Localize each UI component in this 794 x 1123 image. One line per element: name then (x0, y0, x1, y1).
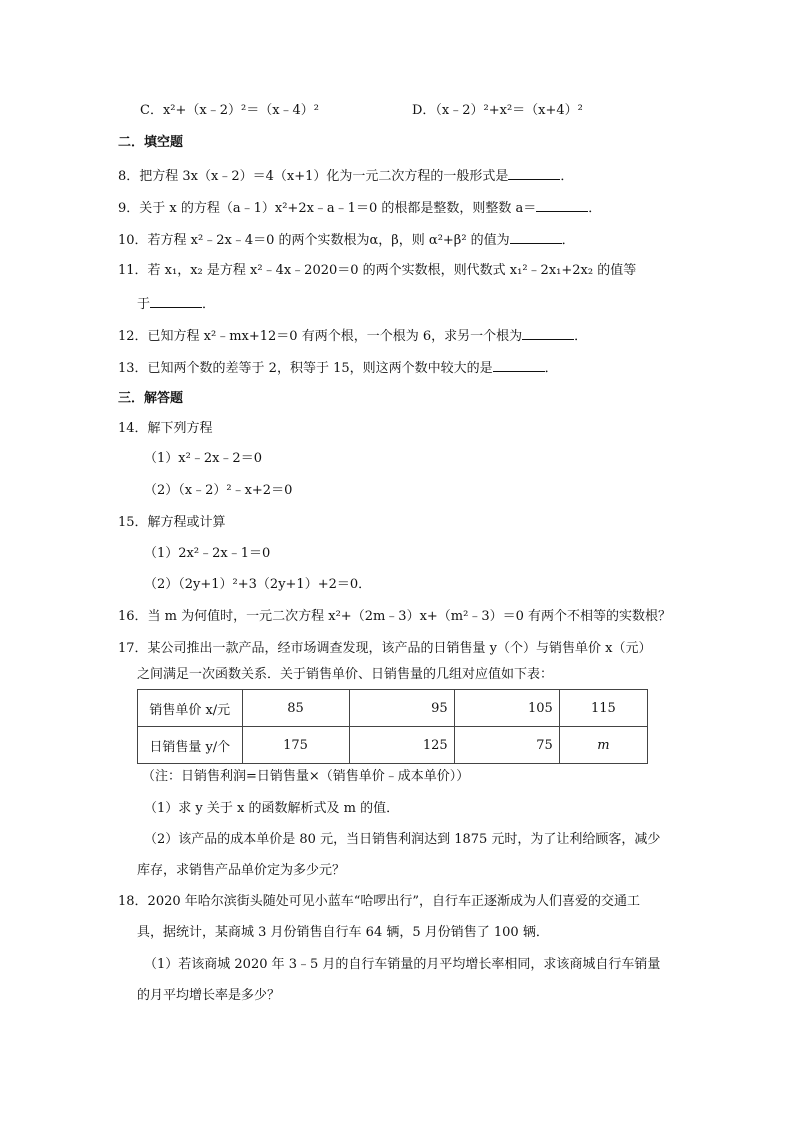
question-8-text: 8．把方程 3x（x﹣2）＝4（x+1）化为一元二次方程的一般形式是 (118, 169, 509, 184)
question-15: 15．解方程或计算 (118, 515, 226, 530)
period: ． (202, 297, 216, 312)
period: ． (560, 169, 574, 184)
question-14-part-1: （1）x²﹣2x﹣2＝0 (144, 451, 262, 466)
question-11-line2 (137, 294, 215, 314)
question-12-text: 12．已知方程 x²﹣mx+12＝0 有两个根，一个根为 6，求另一个根为 (118, 329, 523, 344)
table-row (138, 690, 648, 727)
answer-blank (508, 166, 560, 180)
table-header-price: 销售单价 x/元 (138, 690, 243, 727)
sales-table (137, 689, 648, 764)
question-18-part-1-line1: （1）若该商城 2020 年 3﹣5 月的自行车销量的月平均增长率相同，求该商城自行车销量 (144, 957, 661, 972)
question-17-part-1: （1）求 y 关于 x 的函数解析式及 m 的值． (144, 801, 400, 816)
table-cell: 175 (242, 727, 349, 764)
period: ． (574, 329, 588, 344)
question-18-line1: 18．2020 年哈尔滨街头随处可见小蓝车“哈啰出行”，自行车正逐渐成为人们喜爱的交通工 (118, 894, 641, 909)
section-fill-in-title: 二．填空题 (118, 135, 184, 150)
question-17-line1: 17．某公司推出一款产品，经市场调查发现，该产品的日销售量 y（个）与销售单价 x（元） (118, 641, 652, 656)
question-18-line2: 具，据统计，某商城 3 月份销售自行车 64 辆，5 月份销售了 100 辆． (137, 925, 549, 940)
table-cell: 125 (349, 727, 454, 764)
question-15-part-1: （1）2x²﹣2x﹣1＝0 (144, 546, 271, 561)
question-13-text: 13．已知两个数的差等于 2，积等于 15，则这两个数中较大的是 (118, 361, 493, 376)
question-10-text: 10．若方程 x²﹣2x﹣4＝0 的两个实数根为α，β，则 α²+β² 的值为 (118, 233, 510, 248)
question-17-part-2-line1: （2）该产品的成本单价是 80 元，当日销售利润达到 1875 元时，为了让利给顾客，减少 (144, 832, 661, 847)
table-cell: 95 (349, 690, 454, 727)
option-c: C．x²+（x﹣2）²＝（x﹣4）² (140, 103, 320, 118)
question-11-line1: 11．若 x₁，x₂ 是方程 x²﹣4x﹣2020＝0 的两个实数根，则代数式 x₁²﹣2x₁+2x₂ 的值等 (118, 263, 637, 278)
period: ． (588, 201, 602, 216)
question-16: 16．当 m 为何值时，一元二次方程 x²+（2m﹣3）x+（m²﹣3）＝0 有两个不相等的实数根？ (118, 609, 672, 624)
question-17-note: （注：日销售利润=日销售量×（销售单价﹣成本单价）） (142, 769, 470, 784)
table-cell: 105 (454, 690, 559, 727)
question-12 (118, 326, 587, 346)
answer-blank (522, 326, 574, 340)
period: ． (561, 233, 575, 248)
table-cell: 115 (559, 690, 647, 727)
table-cell: 75 (454, 727, 559, 764)
question-9-text: 9．关于 x 的方程（a﹣1）x²+2x﹣a﹣1＝0 的根都是整数，则整数 a＝ (118, 201, 537, 216)
question-10 (118, 230, 575, 250)
answer-blank (510, 230, 562, 244)
section-solve-title: 三．解答题 (118, 391, 184, 406)
answer-blank (150, 294, 202, 308)
question-8 (118, 166, 573, 186)
question-18-part-1-line2: 的月平均增长率是多少？ (137, 988, 281, 1003)
option-d: D．（x﹣2）²+x²＝（x+4）² (412, 103, 583, 118)
table-header-volume: 日销售量 y/个 (138, 727, 243, 764)
question-13 (118, 358, 558, 378)
answer-blank (493, 358, 545, 372)
answer-blank (536, 198, 588, 212)
question-17-line2: 之间满足一次函数关系．关于销售单价、日销售量的几组对应值如下表： (137, 667, 554, 682)
question-15-part-2: （2）（2y+1）²+3（2y+1）+2＝0． (144, 577, 372, 592)
question-14-part-2: （2）（x﹣2）²﹣x+2＝0 (144, 483, 293, 498)
question-9 (118, 198, 601, 218)
period: ． (544, 361, 558, 376)
question-14: 14．解下列方程 (118, 421, 213, 436)
question-17-part-2-line2: 库存，求销售产品单价定为多少元？ (137, 863, 346, 878)
question-11-text: 于 (137, 297, 151, 312)
table-cell: m (559, 727, 647, 764)
table-cell: 85 (242, 690, 349, 727)
table-row (138, 727, 648, 764)
